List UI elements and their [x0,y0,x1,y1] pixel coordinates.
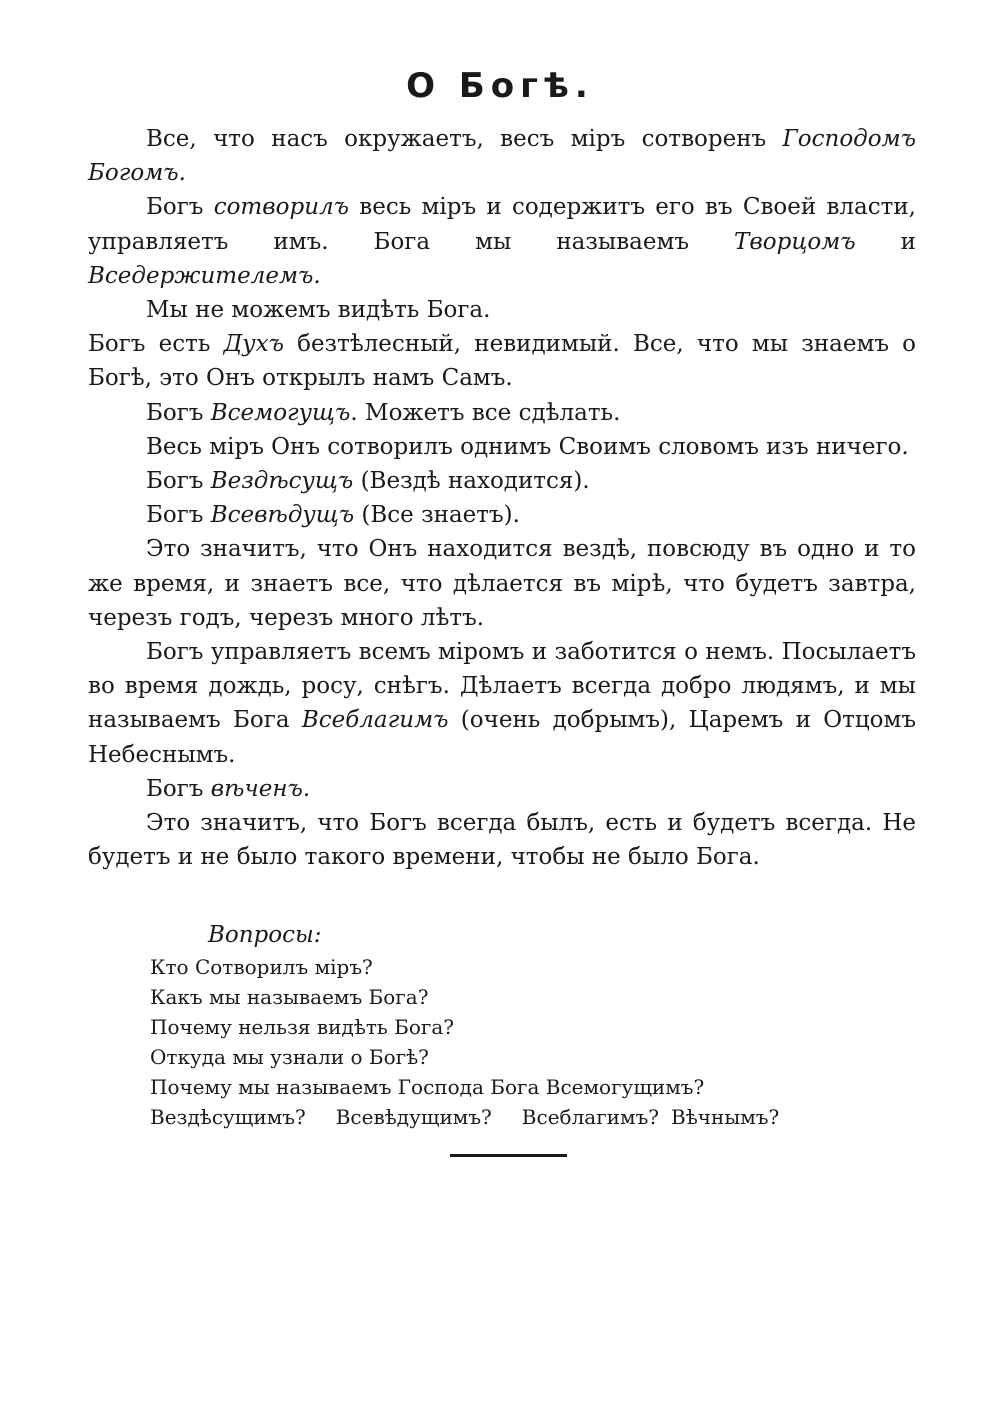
emphasis-almighty: Всемогущъ [210,399,351,426]
questions-section [150,920,870,1132]
question-item: Откуда мы узнали о Богѣ? [150,1045,429,1069]
paragraph-11: Богъ вѣченъ. [146,775,311,802]
paragraph-1: Все, что насъ окружаетъ, весъ міръ сотворенъ Господомъ Богомъ. [88,126,916,187]
emphasis-omniscient: Всевѣдущъ [210,502,355,529]
paragraph-3: Мы не можемъ видѣть Бога. [146,297,491,324]
paragraph-4: Богъ есть Духъ безтѣлесный, невидимый. Все, что мы знаемъ о Богѣ, это Онъ открылъ намъ Самъ. [88,331,917,392]
question-item: Какъ мы называемъ Бога? [150,985,429,1009]
page-title: О Богѣ. [406,66,594,106]
question-item: Почему нельзя видѣть Бога? [150,1015,455,1039]
emphasis-spirit: Духъ [223,331,284,358]
paragraph-6: Весь міръ Онъ сотворилъ однимъ Своимъ словомъ изъ ничего. [146,433,909,460]
emphasis-created: сотворилъ [213,194,349,221]
paragraph-12: Это значитъ, что Богъ всегда былъ, есть и будетъ всегда. Не будетъ и не было такого времени, чтобы не было Бога. [88,810,916,871]
emphasis-creator: Творцомъ [734,228,856,255]
question-item: Кто Сотворилъ міръ? [150,955,373,979]
question-item: Вездѣсущимъ? Всевѣдущимъ? Всеблагимъ? Вѣчнымъ? [150,1105,780,1129]
emphasis-all-good: Всеблагимъ [301,707,449,734]
paragraph-10: Богъ управляетъ всемъ міромъ и заботится о немъ. Посылаетъ во время дождь, росу, снѣгъ. Дѣлаетъ всегда добро людямъ, и мы называемъ Бога Всеблагимъ (очень добрымъ), Царемъ и Отцомъ Небеснымъ. [88,639,916,768]
paragraph-8: Богъ Всевѣдущъ (Все знаетъ). [146,502,520,529]
emphasis-omnipresent: Вездѣсущъ [210,468,354,495]
questions-heading: Вопросы: [208,922,322,948]
closing-rule-divider [450,1154,567,1157]
emphasis-eternal: вѣченъ [210,775,303,802]
paragraph-5: Богъ Всемогущъ. Можетъ все сдѣлать. [146,399,621,426]
body-text [88,122,916,874]
paragraph-7: Богъ Вездѣсущъ (Вездѣ находится). [146,468,590,495]
paragraph-9: Это значитъ, что Онъ находится вездѣ, повсюду въ одно и то же время, и знаетъ все, что дѣлается въ мірѣ, что будетъ завтра, черезъ годъ, черезъ много лѣтъ. [88,536,916,631]
question-item: Почему мы называемъ Господа Бога Всемогущимъ? [150,1075,705,1099]
paragraph-2: Богъ сотворилъ весь міръ и содержитъ его въ Своей власти, управляетъ имъ. Бога мы называемъ Творцомъ и Вседержителемъ. [88,194,916,289]
emphasis-almighty-ruler: Вседержителемъ [88,262,314,289]
emphasis-lord-god: Господомъ Богомъ [88,126,916,187]
